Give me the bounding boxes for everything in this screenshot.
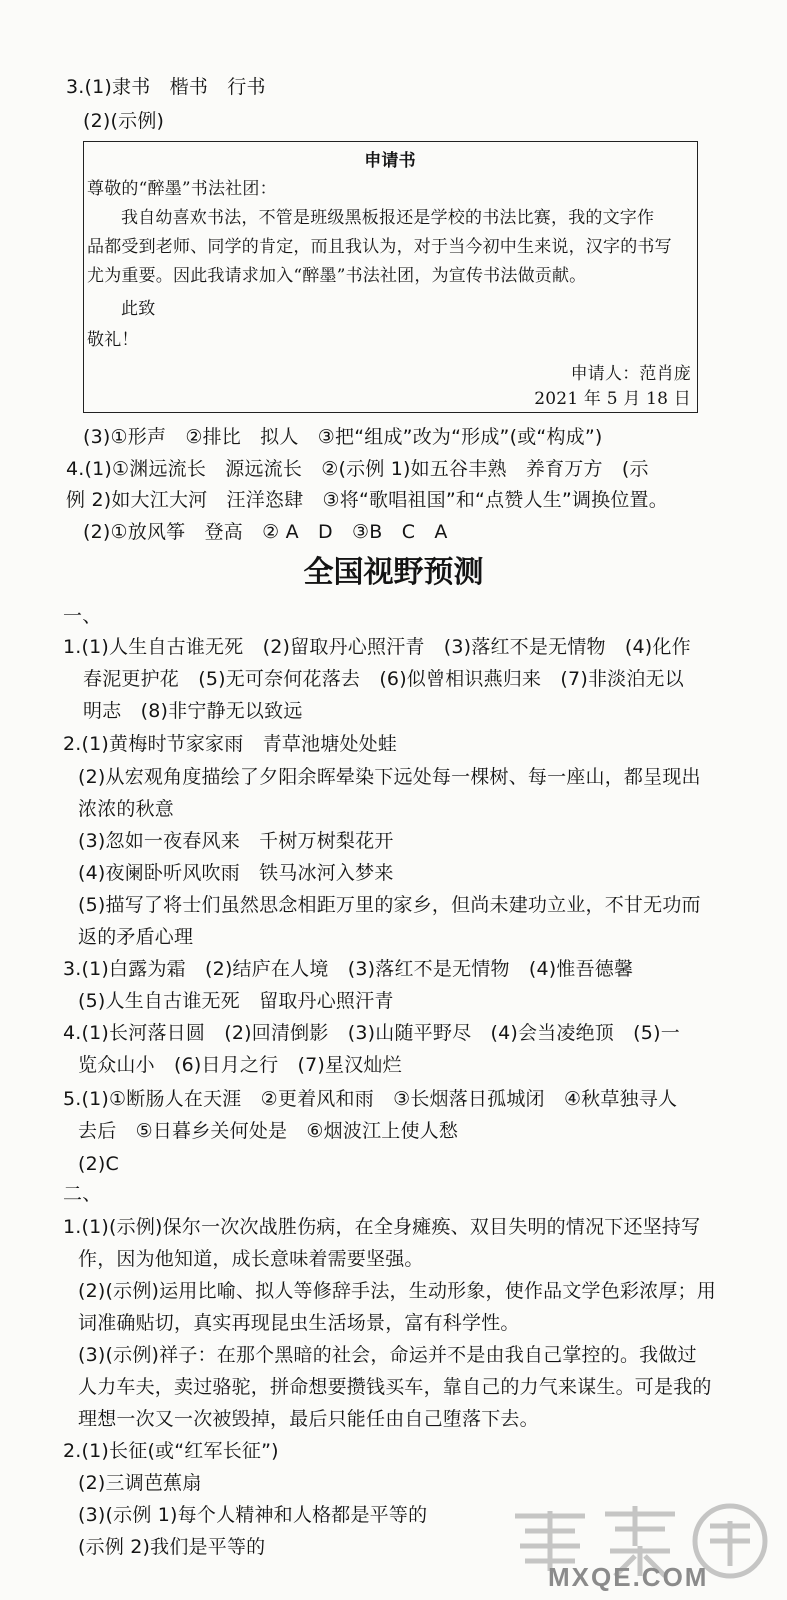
answer-line: (2)(示例)运用比喻、拟人等修辞手法，生动形象，使作品文学色彩浓厚；用 [78,1280,716,1302]
answer-line: 春泥更护花 (5)无可奈何花落去 (6)似曾相识燕归来 (7)非淡泊无以 [83,668,684,690]
letter-body-line: 我自幼喜欢书法，不管是班级黑板报还是学校的书法比赛，我的文字作 [121,208,655,228]
answer-line: (4)夜阑卧听风吹雨 铁马冰河入梦来 [78,862,394,884]
section-marker: 二、 [63,1183,102,1205]
answer-line: (3)(示例)祥子：在那个黑暗的社会，命运并不是由我自己掌控的。我做过 [78,1344,697,1366]
letter-body-line: 尤为重要。因此我请求加入“醉墨”书法社团，为宣传书法做贡献。 [87,266,587,286]
answer-line: 3.(1)隶书 楷书 行书 [66,76,266,98]
answer-line: 词准确贴切，真实再现昆虫生活场景，富有科学性。 [78,1312,520,1334]
answer-line: 4.(1)长河落日圆 (2)回清倒影 (3)山随平野尽 (4)会当凌绝顶 (5)一 [63,1022,680,1044]
answer-line: 例 2)如大江大河 汪洋恣肆 ③将“歌唱祖国”和“点赞人生”调换位置。 [66,489,668,511]
letter-closing: 此致 [121,299,156,319]
answer-line: (2)C [78,1153,119,1175]
answer-line: (5)人生自古谁无死 留取丹心照汗青 [78,990,394,1012]
answer-line: 作，因为他知道，成长意味着需要坚强。 [78,1248,424,1270]
answer-line: 览众山小 (6)日月之行 (7)星汉灿烂 [78,1054,402,1076]
answer-line: 明志 (8)非宁静无以致远 [83,700,303,722]
watermark-text: MXQE.COM [548,1562,709,1592]
answer-line: 返的矛盾心理 [78,926,194,948]
letter-signature: 申请人：范肖庞 [570,364,691,384]
answer-line: 浓浓的秋意 [78,798,175,820]
letter-date: 2021 年 5 月 18 日 [534,389,691,409]
answer-line: 理想一次又一次被毁掉，最后只能任由自己堕落下去。 [78,1408,539,1430]
application-letter-box [83,141,698,413]
answer-line: (5)描写了将士们虽然思念相距万里的家乡，但尚未建功立业，不甘无功而 [78,894,701,916]
answer-line: 4.(1)①渊远流长 源远流长 ②(示例 1)如五谷丰熟 养育万方 (示 [66,458,649,480]
answer-line: (3)①形声 ②排比 拟人 ③把“组成”改为“形成”(或“构成”) [83,426,603,448]
answer-line: (示例 2)我们是平等的 [78,1536,266,1558]
letter-closing: 敬礼！ [87,330,139,350]
letter-title: 申请书 [364,151,416,171]
answer-line: (2)三调芭蕉扇 [78,1472,202,1494]
answer-line: (3)忽如一夜春风来 千树万树梨花开 [78,830,394,852]
letter-salutation: 尊敬的“醉墨”书法社团： [87,179,277,199]
answer-line: 5.(1)①断肠人在天涯 ②更着风和雨 ③长烟落日孤城闭 ④秋草独寻人 [63,1088,678,1110]
letter-body-line: 品都受到老师、同学的肯定，而且我认为，对于当今初中生来说，汉字的书写 [87,237,672,257]
answer-line: 去后 ⑤日暮乡关何处是 ⑥烟波江上使人愁 [78,1120,459,1142]
answer-line: (2)①放风筝 登高 ② A D ③B C A [83,521,448,543]
answer-line: 1.(1)(示例)保尔一次次战胜伤病，在全身瘫痪、双目失明的情况下还坚持写 [63,1216,701,1238]
answer-line: 1.(1)人生自古谁无死 (2)留取丹心照汗青 (3)落红不是无情物 (4)化作 [63,636,691,658]
answer-line: 2.(1)黄梅时节家家雨 青草池塘处处蛙 [63,733,398,755]
answer-line: (2)(示例) [83,110,165,132]
section-marker: 一、 [63,605,102,627]
answer-line: 人力车夫，卖过骆驼，拼命想要攒钱买车，靠自己的力气来谋生。可是我的 [78,1376,712,1398]
answer-line: 2.(1)长征(或“红军长征”) [63,1440,279,1462]
answer-line: (2)从宏观角度描绘了夕阳余晖晕染下远处每一棵树、每一座山，都呈现出 [78,766,701,788]
answer-line: (3)(示例 1)每个人精神和人格都是平等的 [78,1504,428,1526]
answer-line: 3.(1)白露为霜 (2)结庐在人境 (3)落红不是无情物 (4)惟吾德馨 [63,958,634,980]
section-title: 全国视野预测 [303,555,484,590]
